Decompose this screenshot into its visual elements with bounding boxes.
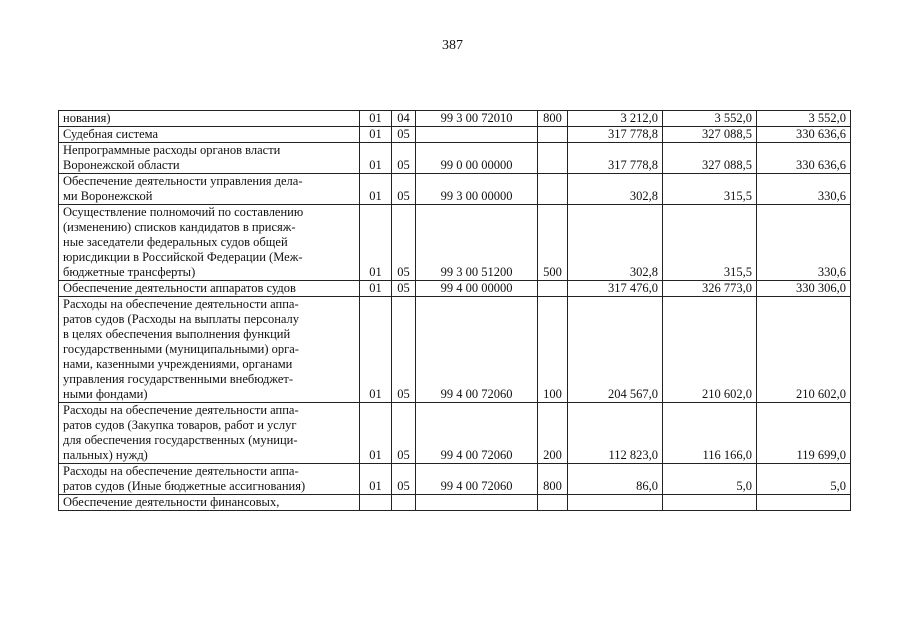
row-target-article: 99 3 00 72010	[416, 111, 538, 127]
row-amount-year1: 86,0	[568, 464, 663, 495]
row-target-article	[416, 127, 538, 143]
row-section: 01	[360, 127, 392, 143]
row-amount-year3: 330,6	[757, 174, 851, 205]
row-section: 01	[360, 297, 392, 403]
table-row	[59, 464, 851, 495]
row-section: 01	[360, 403, 392, 464]
row-amount-year3: 119 699,0	[757, 403, 851, 464]
row-amount-year1: 317 778,8	[568, 127, 663, 143]
row-subsection: 05	[392, 174, 416, 205]
row-section: 01	[360, 174, 392, 205]
row-amount-year3: 330 306,0	[757, 281, 851, 297]
row-expense-type: 500	[538, 205, 568, 281]
row-expense-type	[538, 127, 568, 143]
row-amount-year3: 3 552,0	[757, 111, 851, 127]
row-amount-year2: 116 166,0	[663, 403, 757, 464]
row-subsection: 05	[392, 297, 416, 403]
row-amount-year1: 302,8	[568, 174, 663, 205]
table-row	[59, 403, 851, 464]
row-section: 01	[360, 143, 392, 174]
table-row	[59, 205, 851, 281]
row-amount-year3: 210 602,0	[757, 297, 851, 403]
row-subsection: 05	[392, 127, 416, 143]
row-name: Судебная система	[59, 127, 360, 143]
row-target-article: 99 4 00 72060	[416, 464, 538, 495]
row-amount-year1: 3 212,0	[568, 111, 663, 127]
row-target-article: 99 3 00 51200	[416, 205, 538, 281]
row-expense-type	[538, 495, 568, 511]
row-name: Обеспечение деятельности аппаратов судов	[59, 281, 360, 297]
row-subsection	[392, 495, 416, 511]
row-subsection: 04	[392, 111, 416, 127]
row-amount-year3: 330 636,6	[757, 127, 851, 143]
table-row	[59, 495, 851, 511]
row-amount-year3: 330 636,6	[757, 143, 851, 174]
row-amount-year2: 3 552,0	[663, 111, 757, 127]
row-name: Непрограммные расходы органов власти Воронежской области	[59, 143, 360, 174]
row-target-article: 99 0 00 00000	[416, 143, 538, 174]
row-name: Расходы на обеспечение деятельности аппа- ратов судов (Иные бюджетные ассигнования)	[59, 464, 360, 495]
row-subsection: 05	[392, 281, 416, 297]
row-amount-year2: 326 773,0	[663, 281, 757, 297]
row-amount-year1: 112 823,0	[568, 403, 663, 464]
row-target-article: 99 4 00 72060	[416, 297, 538, 403]
row-amount-year2: 210 602,0	[663, 297, 757, 403]
table-row	[59, 111, 851, 127]
row-expense-type	[538, 281, 568, 297]
row-section: 01	[360, 111, 392, 127]
row-name: Обеспечение деятельности управления дела- ми Воронежской	[59, 174, 360, 205]
row-target-article: 99 4 00 00000	[416, 281, 538, 297]
row-name: Обеспечение деятельности финансовых,	[59, 495, 360, 511]
row-expense-type	[538, 174, 568, 205]
table-row	[59, 143, 851, 174]
row-name: нования)	[59, 111, 360, 127]
row-amount-year1: 317 476,0	[568, 281, 663, 297]
row-amount-year2: 315,5	[663, 174, 757, 205]
row-amount-year1	[568, 495, 663, 511]
row-name: Осуществление полномочий по составлению (изменению) списков кандидатов в присяж- ные заседатели федеральных судов общей юрисдикции в Российской Федерации (Меж- бюджетные трансферты)	[59, 205, 360, 281]
row-amount-year3	[757, 495, 851, 511]
row-section: 01	[360, 205, 392, 281]
row-expense-type: 800	[538, 464, 568, 495]
row-expense-type: 800	[538, 111, 568, 127]
row-amount-year3: 5,0	[757, 464, 851, 495]
row-target-article: 99 4 00 72060	[416, 403, 538, 464]
table-row	[59, 281, 851, 297]
row-expense-type	[538, 143, 568, 174]
table-row	[59, 174, 851, 205]
row-amount-year1: 302,8	[568, 205, 663, 281]
row-amount-year1: 317 778,8	[568, 143, 663, 174]
row-target-article: 99 3 00 00000	[416, 174, 538, 205]
page-number: 387	[442, 38, 463, 53]
row-section: 01	[360, 281, 392, 297]
row-name: Расходы на обеспечение деятельности аппа- ратов судов (Закупка товаров, работ и услуг для обеспечения государственных (муници- пальных) нужд)	[59, 403, 360, 464]
row-section: 01	[360, 464, 392, 495]
row-target-article	[416, 495, 538, 511]
row-section	[360, 495, 392, 511]
budget-table	[58, 110, 851, 511]
row-expense-type: 200	[538, 403, 568, 464]
row-amount-year2: 327 088,5	[663, 143, 757, 174]
row-name: Расходы на обеспечение деятельности аппа- ратов судов (Расходы на выплаты персоналу в целях обеспечения выполнения функций государственными (муниципальными) орга- нами, казенными учреждениями, органами управления государственными внебюджет- ными фондами)	[59, 297, 360, 403]
row-expense-type: 100	[538, 297, 568, 403]
table-row	[59, 297, 851, 403]
row-subsection: 05	[392, 143, 416, 174]
row-subsection: 05	[392, 464, 416, 495]
table-row	[59, 127, 851, 143]
row-amount-year2: 327 088,5	[663, 127, 757, 143]
row-amount-year2: 5,0	[663, 464, 757, 495]
row-amount-year2: 315,5	[663, 205, 757, 281]
row-subsection: 05	[392, 403, 416, 464]
row-amount-year2	[663, 495, 757, 511]
row-amount-year1: 204 567,0	[568, 297, 663, 403]
row-subsection: 05	[392, 205, 416, 281]
row-amount-year3: 330,6	[757, 205, 851, 281]
